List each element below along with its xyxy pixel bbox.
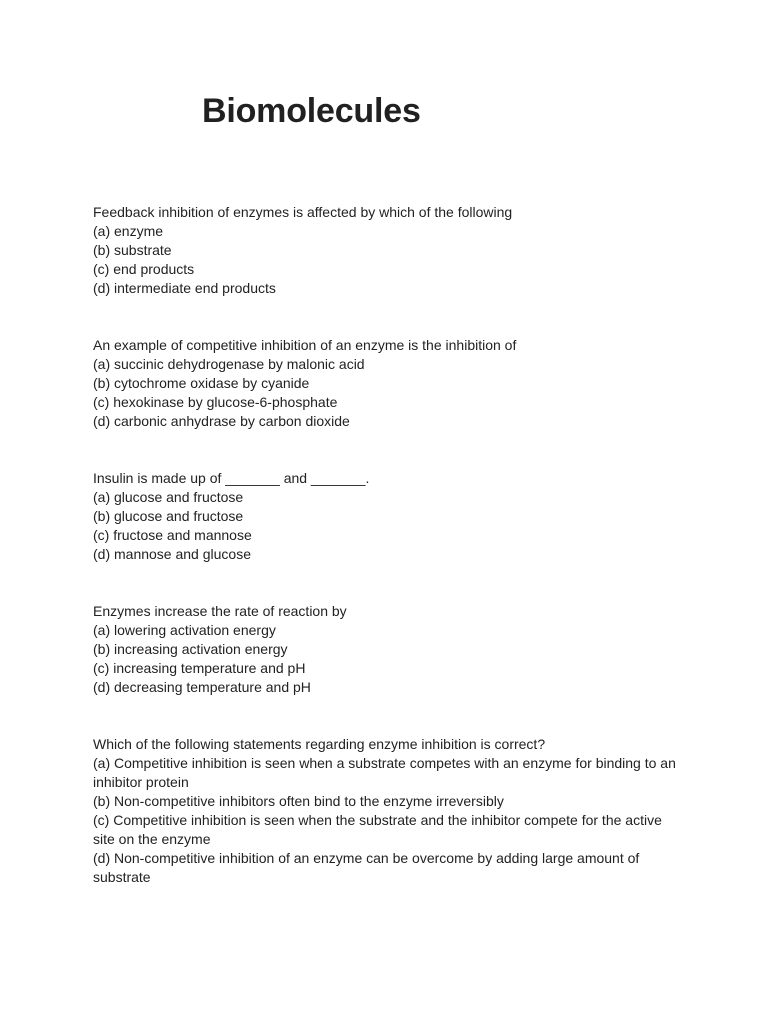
question-text: Insulin is made up of _______ and _______. — [93, 470, 370, 486]
option-d: (d) mannose and glucose — [93, 546, 251, 562]
option-a: (a) lowering activation energy — [93, 622, 276, 638]
option-c: (c) end products — [93, 261, 195, 277]
option-list — [93, 621, 683, 697]
option-d: (d) intermediate end products — [93, 280, 276, 296]
question-list — [93, 203, 683, 925]
question-text: An example of competitive inhibition of an enzyme is the inhibition of — [93, 337, 517, 353]
option-a: (a) succinic dehydrogenase by malonic acid — [93, 356, 365, 372]
question-1 — [93, 203, 683, 298]
option-b: (b) glucose and fructose — [93, 508, 244, 524]
option-list — [93, 754, 683, 887]
option-c: (c) fructose and mannose — [93, 527, 252, 543]
option-c: (c) Competitive inhibition is seen when the substrate and the inhibitor compete for the active site on the enzyme — [93, 812, 662, 847]
option-d: (d) Non-competitive inhibition of an enzyme can be overcome by adding large amount of substrate — [93, 850, 640, 885]
option-b: (b) substrate — [93, 242, 172, 258]
option-list — [93, 222, 683, 298]
option-c: (c) increasing temperature and pH — [93, 660, 306, 676]
question-5 — [93, 735, 683, 887]
option-a: (a) Competitive inhibition is seen when a substrate competes with an enzyme for binding to an inhibitor protein — [93, 755, 676, 790]
option-d: (d) carbonic anhydrase by carbon dioxide — [93, 413, 350, 429]
option-b: (b) cytochrome oxidase by cyanide — [93, 375, 310, 391]
page-title: Biomolecules — [202, 92, 421, 130]
option-a: (a) enzyme — [93, 223, 164, 239]
question-text: Feedback inhibition of enzymes is affected by which of the following — [93, 204, 513, 220]
question-text: Which of the following statements regarding enzyme inhibition is correct? — [93, 736, 546, 752]
question-4 — [93, 602, 683, 697]
option-b: (b) increasing activation energy — [93, 641, 288, 657]
option-b: (b) Non-competitive inhibitors often bind to the enzyme irreversibly — [93, 793, 504, 809]
option-a: (a) glucose and fructose — [93, 489, 244, 505]
option-list — [93, 488, 683, 564]
question-3 — [93, 469, 683, 564]
question-text: Enzymes increase the rate of reaction by — [93, 603, 347, 619]
option-list — [93, 355, 683, 431]
option-d: (d) decreasing temperature and pH — [93, 679, 311, 695]
question-2 — [93, 336, 683, 431]
option-c: (c) hexokinase by glucose-6-phosphate — [93, 394, 338, 410]
